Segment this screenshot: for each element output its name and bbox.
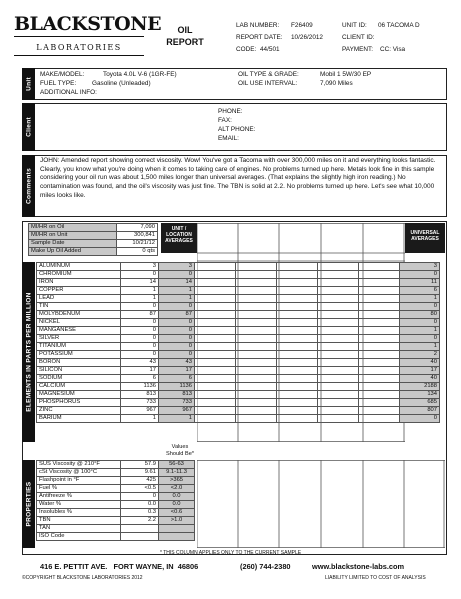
footer-phone: (260) 744-2380 [240,562,291,571]
element-history-cell [318,295,359,303]
footnote: * THIS COLUMN APPLIES ONLY TO THE CURRENT SAMPLE [160,550,302,556]
sample-info-row [29,240,158,248]
element-history-cell [318,367,359,375]
element-row [37,351,440,359]
element-history-cell [236,383,277,391]
fuel-type-value: Gasoline (Unleaded) [92,80,151,87]
property-history-columns [197,460,445,548]
element-unit-average: 0 [159,271,195,279]
element-history-cell [318,311,359,319]
element-universal-average: 17 [400,367,440,375]
logo-main-text: BLACKSTONE [14,13,162,35]
property-name: Flashpoint in °F [37,477,121,485]
element-value: 6 [121,375,159,383]
property-value: 0.0 [121,501,159,509]
property-row [37,517,195,525]
element-history-cell [277,311,318,319]
additional-info-label: ADDITIONAL INFO: [40,89,97,96]
element-history-cell [318,335,359,343]
element-name: SILICON [37,367,121,375]
element-history-cell [318,399,359,407]
elements-table [36,262,440,423]
oil-type-value: Mobil 1 5W/30 EP [320,71,372,78]
element-unit-average: 6 [159,375,195,383]
element-universal-average: 0 [400,415,440,423]
oil-use-label: OIL USE INTERVAL: [238,80,298,87]
element-history-cell [359,407,400,415]
element-history-cell [195,263,236,271]
element-value: 0 [121,303,159,311]
element-history-cell [195,319,236,327]
element-history-cell [318,391,359,399]
element-universal-average: 0 [400,303,440,311]
element-history-cell [359,279,400,287]
element-history-cell [236,311,277,319]
element-universal-average: 1 [400,343,440,351]
element-universal-average: 134 [400,391,440,399]
property-row [37,461,195,469]
element-row [37,287,440,295]
element-row [37,335,440,343]
element-universal-average: 2188 [400,383,440,391]
element-universal-average: 2 [400,351,440,359]
element-history-cell [236,335,277,343]
element-history-cell [359,271,400,279]
property-name: ISO Code [37,533,121,541]
element-name: ALUMINUM [37,263,121,271]
element-unit-average: 0 [159,327,195,335]
logo-sub-text: LABORATORIES [36,43,122,52]
element-history-cell [195,271,236,279]
property-expected [159,533,195,541]
sample-info-label: MI/HR on Oil [29,224,117,232]
element-row [37,319,440,327]
code-value: 44/501 [260,46,280,53]
element-history-cell [277,319,318,327]
element-history-cell [195,303,236,311]
code-label: CODE: [236,46,257,53]
lab-number-label: LAB NUMBER: [236,22,280,29]
property-value: 9.61 [121,469,159,477]
property-row [37,525,195,533]
element-universal-average: 0 [400,271,440,279]
element-history-cell [277,279,318,287]
element-row [37,399,440,407]
element-history-cell [318,279,359,287]
element-history-cell [236,391,277,399]
element-history-cell [277,359,318,367]
element-universal-average: 40 [400,375,440,383]
element-history-cell [195,391,236,399]
element-unit-average: 1 [159,287,195,295]
email-label: EMAIL: [218,135,239,142]
element-history-cell [359,335,400,343]
element-history-cell [277,367,318,375]
element-row [37,279,440,287]
property-row [37,485,195,493]
element-history-cell [359,383,400,391]
element-name: SODIUM [37,375,121,383]
alt-phone-label: ALT PHONE: [218,126,256,133]
element-name: BARIUM [37,415,121,423]
element-history-cell [236,287,277,295]
element-unit-average: 3 [159,263,195,271]
element-name: TITANIUM [37,343,121,351]
element-history-cell [277,343,318,351]
element-history-cell [195,399,236,407]
element-universal-average: 40 [400,359,440,367]
element-history-cell [236,303,277,311]
element-unit-average: 87 [159,311,195,319]
element-name: LEAD [37,295,121,303]
report-title: OIL REPORT [166,25,204,47]
element-history-cell [318,407,359,415]
element-history-cell [318,351,359,359]
sample-info-label: Make Up Oil Added [29,248,117,256]
element-history-cell [359,287,400,295]
sample-info-label: Sample Date [29,240,117,248]
element-value: 0 [121,271,159,279]
property-row [37,509,195,517]
element-value: 0 [121,343,159,351]
element-history-cell [236,327,277,335]
sample-info-value: 7,090 [117,224,158,232]
element-name: MOLYBDENUM [37,311,121,319]
element-history-cell [277,399,318,407]
element-history-cell [359,391,400,399]
property-value: 425 [121,477,159,485]
element-history-cell [236,399,277,407]
element-history-cell [277,391,318,399]
element-history-cell [195,367,236,375]
element-name: MAGNESIUM [37,391,121,399]
element-history-cell [195,415,236,423]
payment-value: CC: Visa [380,46,406,53]
lab-number-value: F26409 [291,22,313,29]
element-universal-average: 1 [400,295,440,303]
oil-use-value: 7,090 Miles [320,80,353,87]
sample-info-value: 0 qts [117,248,158,256]
sample-info-row [29,248,158,256]
element-name: ZINC [37,407,121,415]
property-value: 0.3 [121,509,159,517]
element-unit-average: 14 [159,279,195,287]
element-history-cell [236,367,277,375]
element-unit-average: 0 [159,303,195,311]
element-history-cell [318,327,359,335]
element-value: 43 [121,359,159,367]
element-history-cell [318,271,359,279]
element-unit-average: 1136 [159,383,195,391]
element-history-cell [277,287,318,295]
element-history-cell [195,351,236,359]
element-value: 967 [121,407,159,415]
element-name: COPPER [37,287,121,295]
phone-label: PHONE: [218,108,243,115]
property-expected: <2.0 [159,485,195,493]
element-history-cell [236,407,277,415]
element-history-cell [195,279,236,287]
element-row [37,303,440,311]
element-value: 733 [121,399,159,407]
element-unit-average: 0 [159,319,195,327]
property-row [37,477,195,485]
property-row [37,501,195,509]
property-value [121,525,159,533]
element-history-cell [359,351,400,359]
element-history-cell [359,303,400,311]
element-row [37,295,440,303]
client-id-label: CLIENT ID: [342,34,375,41]
element-universal-average: 3 [400,263,440,271]
properties-sidebar: PROPERTIES [22,460,35,548]
client-sidebar: Client [22,103,35,151]
property-name: TBN [37,517,121,525]
property-row [37,469,195,477]
sample-info-value: 300,841 [117,232,158,240]
element-value: 0 [121,335,159,343]
elements-sidebar: ELEMENTS IN PARTS PER MILLION [22,262,35,442]
element-universal-average: 1 [400,327,440,335]
element-history-cell [236,279,277,287]
element-history-cell [236,351,277,359]
element-history-cell [277,383,318,391]
element-universal-average: 80 [400,311,440,319]
element-unit-average: 733 [159,399,195,407]
property-value [121,533,159,541]
element-history-cell [195,327,236,335]
element-history-cell [277,295,318,303]
element-row [37,311,440,319]
element-unit-average: 0 [159,335,195,343]
element-universal-average: 6 [400,287,440,295]
element-row [37,383,440,391]
sample-info-row [29,232,158,240]
element-name: MANGANESE [37,327,121,335]
element-universal-average: 0 [400,319,440,327]
element-value: 1 [121,415,159,423]
element-unit-average: 43 [159,359,195,367]
footer-copyright: ©COPYRIGHT BLACKSTONE LABORATORIES 2012 [22,575,143,581]
element-name: NICKEL [37,319,121,327]
element-history-cell [236,375,277,383]
element-history-cell [318,383,359,391]
element-history-cell [195,383,236,391]
property-row [37,533,195,541]
element-history-cell [195,407,236,415]
element-history-cell [359,399,400,407]
element-history-cell [359,375,400,383]
element-history-cell [318,303,359,311]
element-history-cell [277,415,318,423]
element-history-cell [359,263,400,271]
property-expected: >1.0 [159,517,195,525]
element-value: 14 [121,279,159,287]
property-expected: >365 [159,477,195,485]
element-history-cell [359,327,400,335]
element-history-cell [359,415,400,423]
element-history-cell [277,327,318,335]
report-date-label: REPORT DATE: [236,34,283,41]
make-model-value: Toyota 4.0L V-6 (1GR-FE) [103,71,177,78]
element-row [37,367,440,375]
element-row [37,343,440,351]
element-history-cell [195,359,236,367]
element-history-cell [195,343,236,351]
sample-info-value: 10/21/12 [117,240,158,248]
property-name: Water % [37,501,121,509]
element-name: POTASSIUM [37,351,121,359]
values-should-be-header: Values Should Be* [166,444,194,457]
sample-info-row [29,224,158,232]
property-expected: 0.0 [159,493,195,501]
property-name: Antifreeze % [37,493,121,501]
element-history-cell [195,311,236,319]
element-row [37,327,440,335]
element-history-cell [359,343,400,351]
unit-id-value: 06 TACOMA D [378,22,420,29]
element-value: 1136 [121,383,159,391]
property-row [37,493,195,501]
element-history-cell [277,263,318,271]
element-history-cell [195,335,236,343]
element-history-cell [318,319,359,327]
element-row [37,375,440,383]
property-expected: 0.0 [159,501,195,509]
property-expected: 9.1-11.3 [159,469,195,477]
element-history-cell [277,335,318,343]
element-value: 0 [121,351,159,359]
property-name: Fuel % [37,485,121,493]
element-history-cell [195,375,236,383]
element-history-cell [236,295,277,303]
element-row [37,359,440,367]
oil-type-label: OIL TYPE & GRADE: [238,71,299,78]
element-row [37,271,440,279]
comments-text: JOHN: Amended report showing correct viscosity. Wow! You've got a Tacoma with over 300,000 miles on it and everything looks fantastic. Clearly, you know what you're doing when it comes to taking care of engines. No problems turned up here. Metals look fine in this sample considering your oil run was about 1,500 miles longer than universal averages. (That explains the slightly high iron reading.) No contamination was found, and the oil's viscosity was just fine. The TBN is solid at 2.2. No problems turned up here. Let's see what 10,000 miles looks like. [40,157,436,199]
element-history-cell [195,287,236,295]
property-expected [159,525,195,533]
element-unit-average: 813 [159,391,195,399]
property-value: 57.9 [121,461,159,469]
element-universal-average: 0 [400,335,440,343]
property-value: <0.5 [121,485,159,493]
element-unit-average: 17 [159,367,195,375]
element-history-cell [318,359,359,367]
element-history-cell [277,407,318,415]
unit-location-averages-header: UNIT / LOCATION AVERAGES [161,223,197,253]
element-name: IRON [37,279,121,287]
make-model-label: MAKE/MODEL: [40,71,85,78]
element-universal-average: 11 [400,279,440,287]
element-value: 17 [121,367,159,375]
element-history-cell [359,367,400,375]
element-value: 0 [121,319,159,327]
element-history-cell [277,351,318,359]
footer-address: 416 E. PETTIT AVE. FORT WAYNE, IN 46806 [40,562,199,571]
element-unit-average: 1 [159,295,195,303]
element-name: CALCIUM [37,383,121,391]
element-history-cell [236,343,277,351]
properties-table [36,460,195,541]
element-history-cell [359,359,400,367]
element-history-cell [359,311,400,319]
element-history-cell [318,263,359,271]
element-value: 0 [121,327,159,335]
report-date-value: 10/26/2012 [291,34,323,41]
element-history-cell [359,295,400,303]
company-logo [14,13,162,57]
element-name: PHOSPHORUS [37,399,121,407]
element-row [37,391,440,399]
element-history-cell [318,287,359,295]
element-history-cell [277,375,318,383]
element-unit-average: 967 [159,407,195,415]
property-name: SUS Viscosity @ 210°F [37,461,121,469]
unit-sidebar: Unit [22,68,35,100]
element-value: 1 [121,295,159,303]
property-expected: <0.6 [159,509,195,517]
fax-label: FAX: [218,117,232,124]
element-universal-average: 807 [400,407,440,415]
unit-id-label: UNIT ID: [342,22,367,29]
element-history-cell [195,295,236,303]
sample-info-label: MI/HR on Unit [29,232,117,240]
element-history-cell [277,303,318,311]
element-history-cell [236,271,277,279]
element-row [37,415,440,423]
element-name: TIN [37,303,121,311]
element-history-cell [236,263,277,271]
element-value: 813 [121,391,159,399]
property-value: 2.2 [121,517,159,525]
element-history-cell [236,319,277,327]
footer-website[interactable]: www.blackstone-labs.com [312,562,405,571]
element-unit-average: 1 [159,415,195,423]
property-name: cSt Viscosity @ 100°C [37,469,121,477]
property-expected: 56-63 [159,461,195,469]
element-name: SILVER [37,335,121,343]
element-universal-average: 685 [400,399,440,407]
element-row [37,263,440,271]
element-history-cell [318,415,359,423]
element-unit-average: 0 [159,343,195,351]
property-name: TAN [37,525,121,533]
element-history-cell [318,375,359,383]
element-history-cell [359,319,400,327]
sample-info-table [28,223,158,256]
element-unit-average: 0 [159,351,195,359]
element-name: BORON [37,359,121,367]
fuel-type-label: FUEL TYPE: [40,80,77,87]
element-name: CHROMIUM [37,271,121,279]
property-name: Insolubles % [37,509,121,517]
element-history-cell [236,415,277,423]
property-value: 0 [121,493,159,501]
universal-averages-header: UNIVERSAL AVERAGES [405,223,445,253]
comments-sidebar: Comments [22,155,35,217]
element-history-cell [318,343,359,351]
element-value: 87 [121,311,159,319]
element-history-cell [277,271,318,279]
element-row [37,407,440,415]
element-value: 1 [121,287,159,295]
footer-liability: LIABILITY LIMITED TO COST OF ANALYSIS [325,575,426,581]
element-value: 3 [121,263,159,271]
element-history-cell [236,359,277,367]
payment-label: PAYMENT: [342,46,374,53]
